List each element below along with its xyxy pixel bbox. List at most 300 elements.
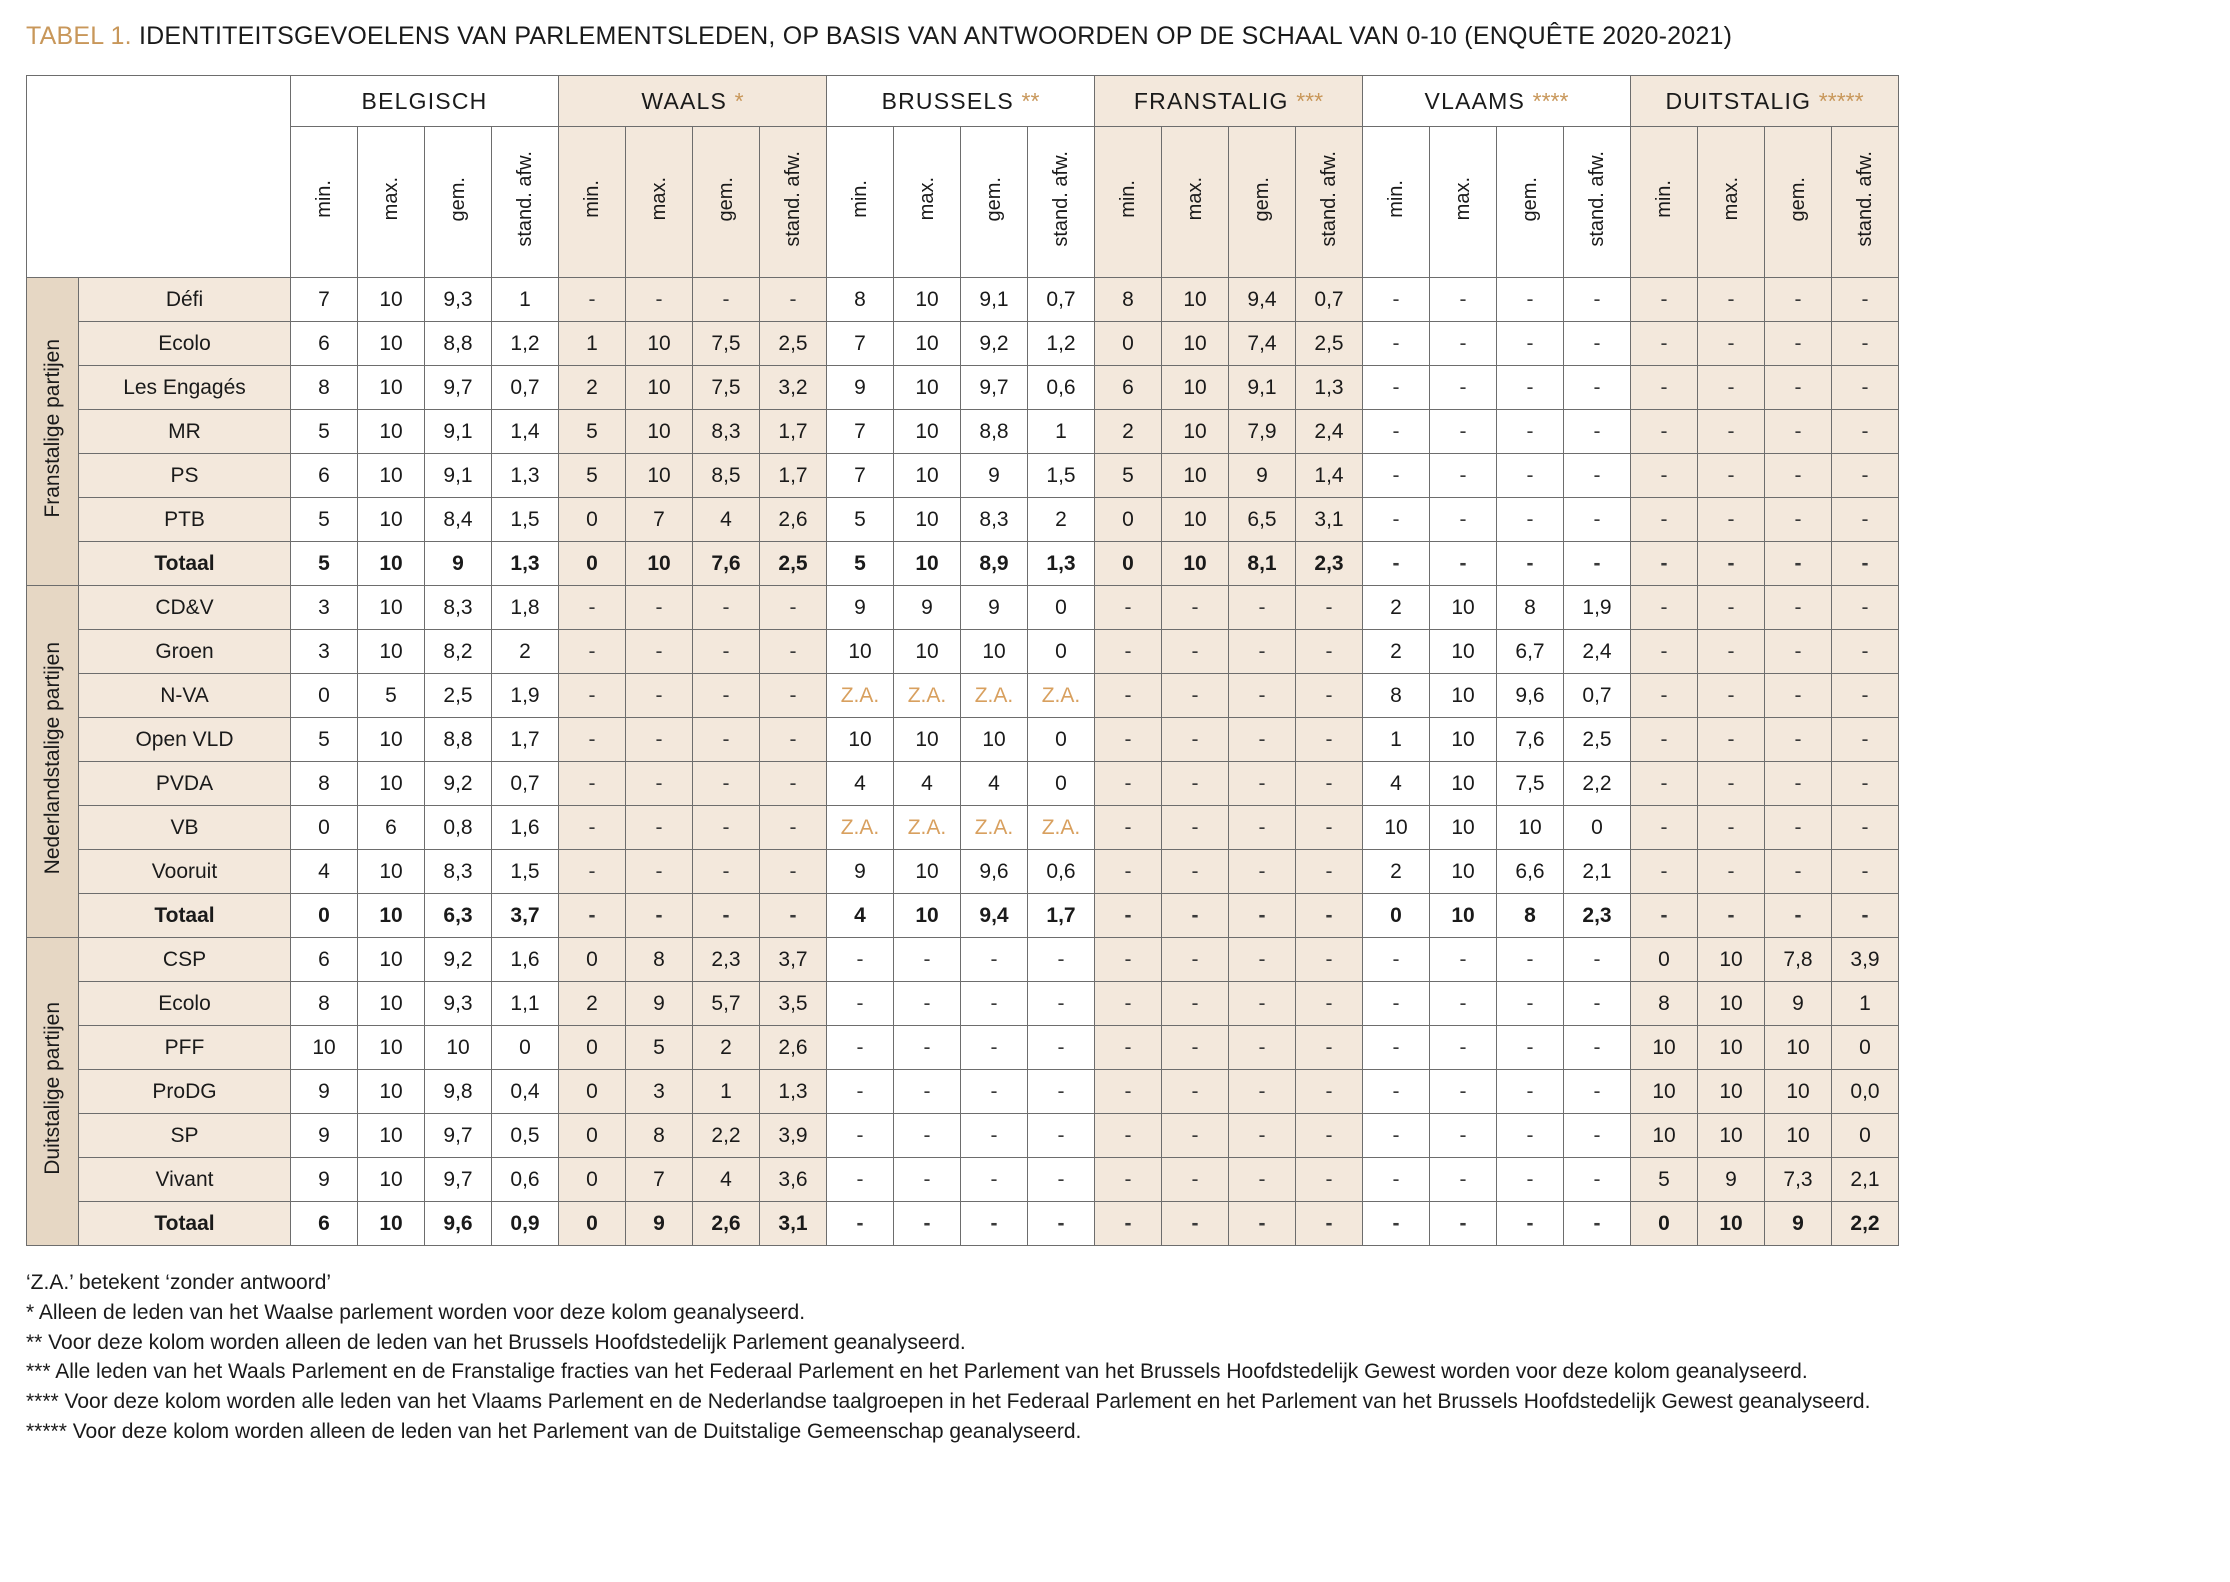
data-cell: 8 [1363, 674, 1430, 718]
subheader-waals-3 [760, 127, 827, 278]
data-cell: - [1162, 1158, 1229, 1202]
data-cell: - [1631, 410, 1698, 454]
data-cell: - [1162, 1070, 1229, 1114]
data-cell: - [1631, 278, 1698, 322]
data-cell: 4 [894, 762, 961, 806]
data-cell: - [1296, 718, 1363, 762]
data-cell: - [1363, 1158, 1430, 1202]
data-cell: 0 [1095, 498, 1162, 542]
subheader-franstalig-2 [1229, 127, 1296, 278]
data-cell: 7 [827, 322, 894, 366]
data-cell: 0,6 [1028, 366, 1095, 410]
table-row [27, 762, 1899, 806]
data-cell: - [1095, 938, 1162, 982]
data-cell: - [1698, 410, 1765, 454]
data-cell: 0 [1095, 322, 1162, 366]
subheader-belgisch-2 [425, 127, 492, 278]
data-cell: 5 [291, 410, 358, 454]
data-cell: - [1497, 410, 1564, 454]
table-row [27, 542, 1899, 586]
data-cell: - [559, 278, 626, 322]
subheader-label: max. [648, 177, 670, 221]
party-name-cell: VB [79, 806, 291, 850]
data-cell: - [559, 894, 626, 938]
data-cell: 0 [1631, 1202, 1698, 1246]
data-cell: 10 [1162, 322, 1229, 366]
data-cell: 8,8 [425, 718, 492, 762]
party-name-cell: PS [79, 454, 291, 498]
data-cell: 0,6 [492, 1158, 559, 1202]
data-cell: 2,1 [1564, 850, 1631, 894]
data-cell: 10 [1162, 410, 1229, 454]
data-cell: - [1832, 894, 1899, 938]
note-line: ‘Z.A.’ betekent ‘zonder antwoord’ [26, 1271, 332, 1294]
data-cell: - [1363, 1114, 1430, 1158]
table-row [27, 938, 1899, 982]
data-cell: - [1296, 762, 1363, 806]
data-cell: 9 [827, 586, 894, 630]
data-cell: - [961, 982, 1028, 1026]
data-cell: 5 [559, 410, 626, 454]
data-cell: 10 [358, 586, 425, 630]
data-cell: - [1497, 366, 1564, 410]
data-cell: 2,3 [1564, 894, 1631, 938]
subheader-label: max. [1720, 177, 1742, 221]
data-cell: - [1832, 674, 1899, 718]
data-cell: Z.A. [894, 674, 961, 718]
data-cell: - [1229, 718, 1296, 762]
party-name-cell: SP [79, 1114, 291, 1158]
subheader-duitstalig-3 [1832, 127, 1899, 278]
data-cell: - [1430, 1114, 1497, 1158]
data-cell: - [827, 1026, 894, 1070]
data-cell: - [1430, 322, 1497, 366]
group-stars: ***** [1818, 87, 1864, 114]
table-title-text: IDENTITEITSGEVOELENS VAN PARLEMENTSLEDEN, OP BASIS VAN ANTWOORDEN OP DE SCHAAL VAN 0-10 (ENQUÊTE 2020-2021) [138, 22, 1733, 50]
data-cell: - [1497, 322, 1564, 366]
data-cell: - [1296, 938, 1363, 982]
data-cell: 2,4 [1564, 630, 1631, 674]
data-cell: - [1430, 454, 1497, 498]
data-cell: Z.A. [1028, 674, 1095, 718]
data-cell: 1,5 [492, 850, 559, 894]
data-cell: 10 [1162, 278, 1229, 322]
data-cell: - [1564, 1202, 1631, 1246]
data-cell: - [559, 674, 626, 718]
data-cell: - [1296, 586, 1363, 630]
table-row [27, 630, 1899, 674]
data-cell: - [1095, 586, 1162, 630]
data-cell: 8,4 [425, 498, 492, 542]
table-row [27, 1114, 1899, 1158]
data-cell: - [1497, 1026, 1564, 1070]
data-cell: - [1497, 498, 1564, 542]
data-cell: 9 [1229, 454, 1296, 498]
data-cell: 6 [358, 806, 425, 850]
party-name-cell: Vooruit [79, 850, 291, 894]
data-cell: 10 [1631, 1070, 1698, 1114]
data-cell: 1,3 [760, 1070, 827, 1114]
subheader-belgisch-3 [492, 127, 559, 278]
data-cell: 3,7 [760, 938, 827, 982]
group-header-waals [559, 76, 827, 127]
data-cell: - [1028, 982, 1095, 1026]
data-cell: 2,5 [425, 674, 492, 718]
data-cell: 0,4 [492, 1070, 559, 1114]
data-cell: - [1832, 850, 1899, 894]
data-cell: 6 [291, 938, 358, 982]
data-cell: 1,3 [1296, 366, 1363, 410]
party-name-cell: Vivant [79, 1158, 291, 1202]
data-cell: - [1497, 982, 1564, 1026]
data-cell: - [1028, 1026, 1095, 1070]
subheader-vlaams-3 [1564, 127, 1631, 278]
data-cell: - [760, 762, 827, 806]
data-cell: Z.A. [894, 806, 961, 850]
data-cell: - [693, 630, 760, 674]
party-name-cell: CSP [79, 938, 291, 982]
table-header [27, 76, 1899, 278]
data-cell: 0 [1832, 1026, 1899, 1070]
group-label: FRANSTALIG [1133, 87, 1289, 114]
table-row [27, 322, 1899, 366]
data-cell: - [1698, 762, 1765, 806]
subheader-label: gem. [1787, 176, 1809, 222]
party-name-cell: Totaal [79, 894, 291, 938]
data-cell: 8 [1497, 894, 1564, 938]
data-cell: 8 [827, 278, 894, 322]
subheader-label: min. [1117, 180, 1139, 218]
data-cell: 9,6 [425, 1202, 492, 1246]
data-cell: - [1296, 850, 1363, 894]
data-cell: 4 [827, 894, 894, 938]
data-cell: - [1497, 1114, 1564, 1158]
data-cell: - [1363, 938, 1430, 982]
data-cell: 1 [1363, 718, 1430, 762]
data-cell: - [559, 762, 626, 806]
data-cell: - [693, 278, 760, 322]
data-cell: 1,7 [1028, 894, 1095, 938]
subheader-belgisch-0 [291, 127, 358, 278]
data-cell: - [1296, 806, 1363, 850]
data-cell: 1,5 [492, 498, 559, 542]
data-cell: 9,2 [425, 938, 492, 982]
party-name-cell: Ecolo [79, 982, 291, 1026]
table-body [27, 278, 1899, 1246]
subheader-belgisch-1 [358, 127, 425, 278]
data-cell: - [1698, 630, 1765, 674]
data-cell: 0,7 [492, 366, 559, 410]
data-cell: - [1631, 630, 1698, 674]
data-cell: - [626, 718, 693, 762]
data-cell: - [1564, 498, 1631, 542]
data-cell: 7,5 [693, 322, 760, 366]
data-cell: - [1832, 278, 1899, 322]
data-cell: 9 [894, 586, 961, 630]
data-cell: - [626, 586, 693, 630]
data-cell: 5 [291, 718, 358, 762]
party-name-cell: Les Engagés [79, 366, 291, 410]
data-cell: - [1564, 542, 1631, 586]
data-cell: 0 [1631, 938, 1698, 982]
data-cell: - [1832, 762, 1899, 806]
data-cell: 8,8 [961, 410, 1028, 454]
data-cell: 7,6 [693, 542, 760, 586]
data-cell: 7,9 [1229, 410, 1296, 454]
data-cell: - [827, 1070, 894, 1114]
data-cell: 4 [291, 850, 358, 894]
data-cell: 2,1 [1832, 1158, 1899, 1202]
data-cell: - [961, 1070, 1028, 1114]
subheader-label: max. [1184, 177, 1206, 221]
data-cell: 10 [894, 366, 961, 410]
party-name-cell: Totaal [79, 1202, 291, 1246]
data-cell: 10 [894, 454, 961, 498]
data-cell: - [1832, 718, 1899, 762]
data-cell: 10 [1698, 1026, 1765, 1070]
data-cell: 8,3 [425, 850, 492, 894]
data-cell: - [1363, 1070, 1430, 1114]
data-cell: 2,2 [693, 1114, 760, 1158]
data-cell: - [1765, 850, 1832, 894]
data-cell: - [559, 586, 626, 630]
data-cell: - [1430, 1026, 1497, 1070]
data-cell: 9,1 [961, 278, 1028, 322]
data-cell: 10 [1631, 1114, 1698, 1158]
data-cell: - [1631, 322, 1698, 366]
data-cell: - [760, 806, 827, 850]
data-cell: 10 [1162, 454, 1229, 498]
data-cell: - [961, 938, 1028, 982]
subheader-vlaams-0 [1363, 127, 1430, 278]
data-cell: 10 [358, 322, 425, 366]
data-cell: 1,9 [1564, 586, 1631, 630]
data-cell: - [1698, 322, 1765, 366]
data-cell: 10 [1698, 1202, 1765, 1246]
note-line: * Alleen de leden van het Waalse parlement worden voor deze kolom geanalyseerd. [26, 1300, 806, 1324]
data-cell: - [1765, 806, 1832, 850]
subheader-waals-1 [626, 127, 693, 278]
table-row [27, 586, 1899, 630]
data-cell: - [894, 1026, 961, 1070]
data-cell: 3,2 [760, 366, 827, 410]
data-cell: - [1229, 1158, 1296, 1202]
data-cell: 10 [1162, 542, 1229, 586]
data-cell: 8 [291, 762, 358, 806]
group-label: DUITSTALIG [1665, 87, 1812, 114]
data-cell: 0,7 [1564, 674, 1631, 718]
data-cell: 0 [559, 498, 626, 542]
data-cell: - [1363, 322, 1430, 366]
data-cell: - [1832, 630, 1899, 674]
data-cell: 10 [626, 542, 693, 586]
data-cell: 8 [291, 982, 358, 1026]
data-cell: 2,5 [1564, 718, 1631, 762]
data-cell: - [1430, 1202, 1497, 1246]
data-cell: 1 [559, 322, 626, 366]
group-header-belgisch [291, 76, 559, 127]
data-cell: 6,6 [1497, 850, 1564, 894]
data-cell: 0,5 [492, 1114, 559, 1158]
data-cell: 0 [559, 938, 626, 982]
data-cell: - [1095, 718, 1162, 762]
data-cell: - [894, 1070, 961, 1114]
party-name-cell: CD&V [79, 586, 291, 630]
data-cell: 10 [1162, 366, 1229, 410]
data-cell: - [1229, 1070, 1296, 1114]
data-cell: - [1497, 542, 1564, 586]
data-cell: - [1564, 938, 1631, 982]
data-cell: 7 [291, 278, 358, 322]
data-cell: - [1229, 1202, 1296, 1246]
data-cell: - [1229, 982, 1296, 1026]
group-stars: *** [1296, 87, 1324, 114]
data-cell: 9 [827, 366, 894, 410]
data-cell: - [1229, 762, 1296, 806]
data-cell: 2 [1363, 850, 1430, 894]
data-cell: - [1095, 1070, 1162, 1114]
data-cell: 10 [1430, 894, 1497, 938]
data-cell: 2,4 [1296, 410, 1363, 454]
data-cell: - [1229, 630, 1296, 674]
data-cell: - [1765, 894, 1832, 938]
data-cell: - [1765, 542, 1832, 586]
subheader-label: min. [313, 180, 335, 218]
sub-header-row [27, 127, 1899, 278]
data-cell: 6,5 [1229, 498, 1296, 542]
data-cell: - [559, 806, 626, 850]
data-cell: - [1564, 410, 1631, 454]
data-cell: 3,9 [1832, 938, 1899, 982]
data-cell: 7,5 [1497, 762, 1564, 806]
data-cell: 8 [1631, 982, 1698, 1026]
data-cell: - [1095, 1202, 1162, 1246]
data-cell: 10 [626, 454, 693, 498]
data-cell: 9 [626, 982, 693, 1026]
row-group-label [27, 938, 79, 1246]
data-cell: - [894, 1202, 961, 1246]
data-cell: - [1765, 498, 1832, 542]
data-cell: 10 [1765, 1114, 1832, 1158]
data-cell: 7 [827, 454, 894, 498]
data-cell: 10 [894, 718, 961, 762]
data-cell: 0 [1028, 586, 1095, 630]
data-cell: - [1765, 278, 1832, 322]
subheader-label: gem. [715, 176, 737, 222]
data-cell: 10 [1698, 982, 1765, 1026]
data-cell: - [1564, 982, 1631, 1026]
data-cell: 2 [492, 630, 559, 674]
data-cell: 9,8 [425, 1070, 492, 1114]
data-cell: - [1229, 806, 1296, 850]
data-cell: 10 [358, 718, 425, 762]
data-cell: - [1564, 278, 1631, 322]
data-cell: 3 [291, 586, 358, 630]
data-cell: - [1095, 850, 1162, 894]
data-cell: 9 [291, 1070, 358, 1114]
data-cell: 1,5 [1028, 454, 1095, 498]
data-cell: 7 [827, 410, 894, 454]
data-cell: - [760, 674, 827, 718]
data-cell: - [1095, 1114, 1162, 1158]
data-cell: - [1631, 894, 1698, 938]
data-cell: 2,6 [693, 1202, 760, 1246]
data-cell: - [1765, 674, 1832, 718]
data-cell: - [1095, 762, 1162, 806]
table-row [27, 982, 1899, 1026]
data-cell: 0,8 [425, 806, 492, 850]
data-cell: 5 [626, 1026, 693, 1070]
table-row [27, 894, 1899, 938]
data-cell: 5 [291, 542, 358, 586]
subheader-label: stand. afw. [1318, 151, 1340, 247]
data-cell: 9,4 [961, 894, 1028, 938]
subheader-duitstalig-0 [1631, 127, 1698, 278]
table-row [27, 498, 1899, 542]
data-cell: 10 [358, 630, 425, 674]
data-cell: 10 [1698, 1070, 1765, 1114]
data-cell: 2 [1363, 630, 1430, 674]
data-cell: 0 [1028, 762, 1095, 806]
data-cell: 3,7 [492, 894, 559, 938]
data-cell: - [626, 894, 693, 938]
page-title [26, 22, 2204, 51]
data-cell: 10 [1765, 1026, 1832, 1070]
party-name-cell: Ecolo [79, 322, 291, 366]
data-cell: 10 [291, 1026, 358, 1070]
data-cell: - [559, 718, 626, 762]
data-cell: 10 [358, 410, 425, 454]
data-cell: - [1631, 806, 1698, 850]
data-cell: 6 [291, 322, 358, 366]
data-cell: - [827, 982, 894, 1026]
row-group-label-text: Nederlandstalige partijen [40, 642, 64, 875]
data-cell: - [1631, 586, 1698, 630]
data-cell: 1 [1028, 410, 1095, 454]
data-cell: 10 [358, 454, 425, 498]
data-cell: 9,3 [425, 278, 492, 322]
data-cell: 1,6 [492, 938, 559, 982]
data-cell: - [1095, 630, 1162, 674]
data-cell: - [1162, 850, 1229, 894]
subheader-label: stand. afw. [1586, 151, 1608, 247]
subheader-franstalig-0 [1095, 127, 1162, 278]
data-cell: 3 [291, 630, 358, 674]
data-cell: 3 [626, 1070, 693, 1114]
data-cell: - [760, 850, 827, 894]
data-cell: 0,7 [492, 762, 559, 806]
data-cell: - [1430, 366, 1497, 410]
data-cell: 9 [425, 542, 492, 586]
data-cell: 3,6 [760, 1158, 827, 1202]
data-cell: 10 [425, 1026, 492, 1070]
data-cell: - [1430, 278, 1497, 322]
party-name-cell: MR [79, 410, 291, 454]
data-cell: 10 [1698, 938, 1765, 982]
data-cell: 9,1 [1229, 366, 1296, 410]
data-cell: - [894, 982, 961, 1026]
data-cell: 1,9 [492, 674, 559, 718]
group-label: VLAAMS [1424, 87, 1526, 114]
data-cell: - [1631, 542, 1698, 586]
data-cell: 5,7 [693, 982, 760, 1026]
data-cell: - [559, 630, 626, 674]
table-row [27, 366, 1899, 410]
data-cell: 5 [827, 498, 894, 542]
data-cell: - [1631, 674, 1698, 718]
group-label: WAALS [641, 87, 728, 114]
data-cell: 1,7 [492, 718, 559, 762]
